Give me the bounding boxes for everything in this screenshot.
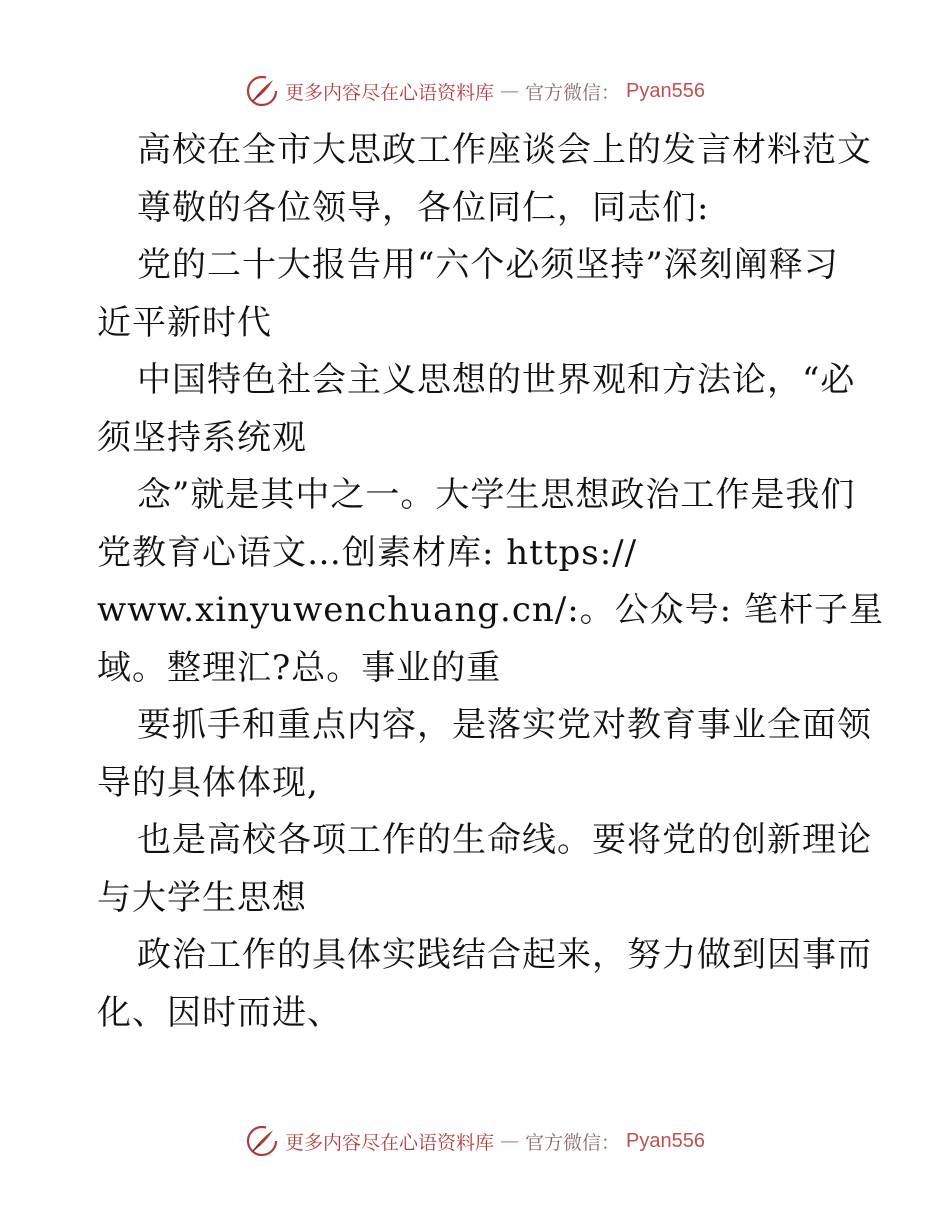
paragraph-line: 近平新时代 (97, 302, 272, 343)
paragraph-line: 也是高校各项工作的生命线。要将党的创新理论 (137, 820, 872, 860)
salutation: 尊敬的各位领导，各位同仁，同志们: (137, 187, 710, 228)
paragraph-line: 化、因时而进、 (97, 992, 342, 1033)
paragraph-line: 党的二十大报告用“六个必须坚持”深刻阐释习 (137, 245, 839, 285)
paragraph-line: 念”就是其中之一。大学生思想政治工作是我们 (137, 475, 856, 515)
feather-pen-circle-icon (245, 74, 279, 108)
paragraph-line: 政治工作的具体实践结合起来，努力做到因事而 (137, 935, 872, 975)
document-title: 高校在全市大思政工作座谈会上的发言材料范文 (137, 130, 872, 170)
paragraph-line: www.xinyuwenchuang.cn/:。公众号: 笔杆子星 (97, 590, 884, 630)
banner-wechat-id: Pyan556 (626, 1129, 705, 1152)
paragraph-line: 中国特色社会主义思想的世界观和方法论，“必 (137, 360, 856, 400)
banner-title: 更多内容尽在心语资料库 (285, 1131, 495, 1154)
document-body (97, 122, 884, 1042)
banner-official-label: 官方微信： (525, 1131, 621, 1154)
footer-banner (0, 1121, 950, 1161)
feather-pen-circle-icon (245, 1124, 279, 1158)
banner-separator: — (500, 1130, 520, 1152)
paragraph-line: 须坚持系统观 (97, 417, 307, 458)
header-banner (0, 71, 950, 111)
paragraph-line: 导的具体体现, (97, 762, 319, 803)
paragraph-line: 党教育心语文…创素材库: https:// (97, 532, 638, 573)
paragraph-line: 域。整理汇?总。事业的重 (97, 647, 502, 688)
banner-official-label: 官方微信： (525, 81, 621, 104)
paragraph-line: 与大学生思想 (97, 877, 307, 918)
banner-title: 更多内容尽在心语资料库 (285, 81, 495, 104)
banner-wechat-id: Pyan556 (626, 79, 705, 102)
banner-separator: — (500, 80, 520, 102)
paragraph-line: 要抓手和重点内容，是落实党对教育事业全面领 (137, 705, 872, 745)
